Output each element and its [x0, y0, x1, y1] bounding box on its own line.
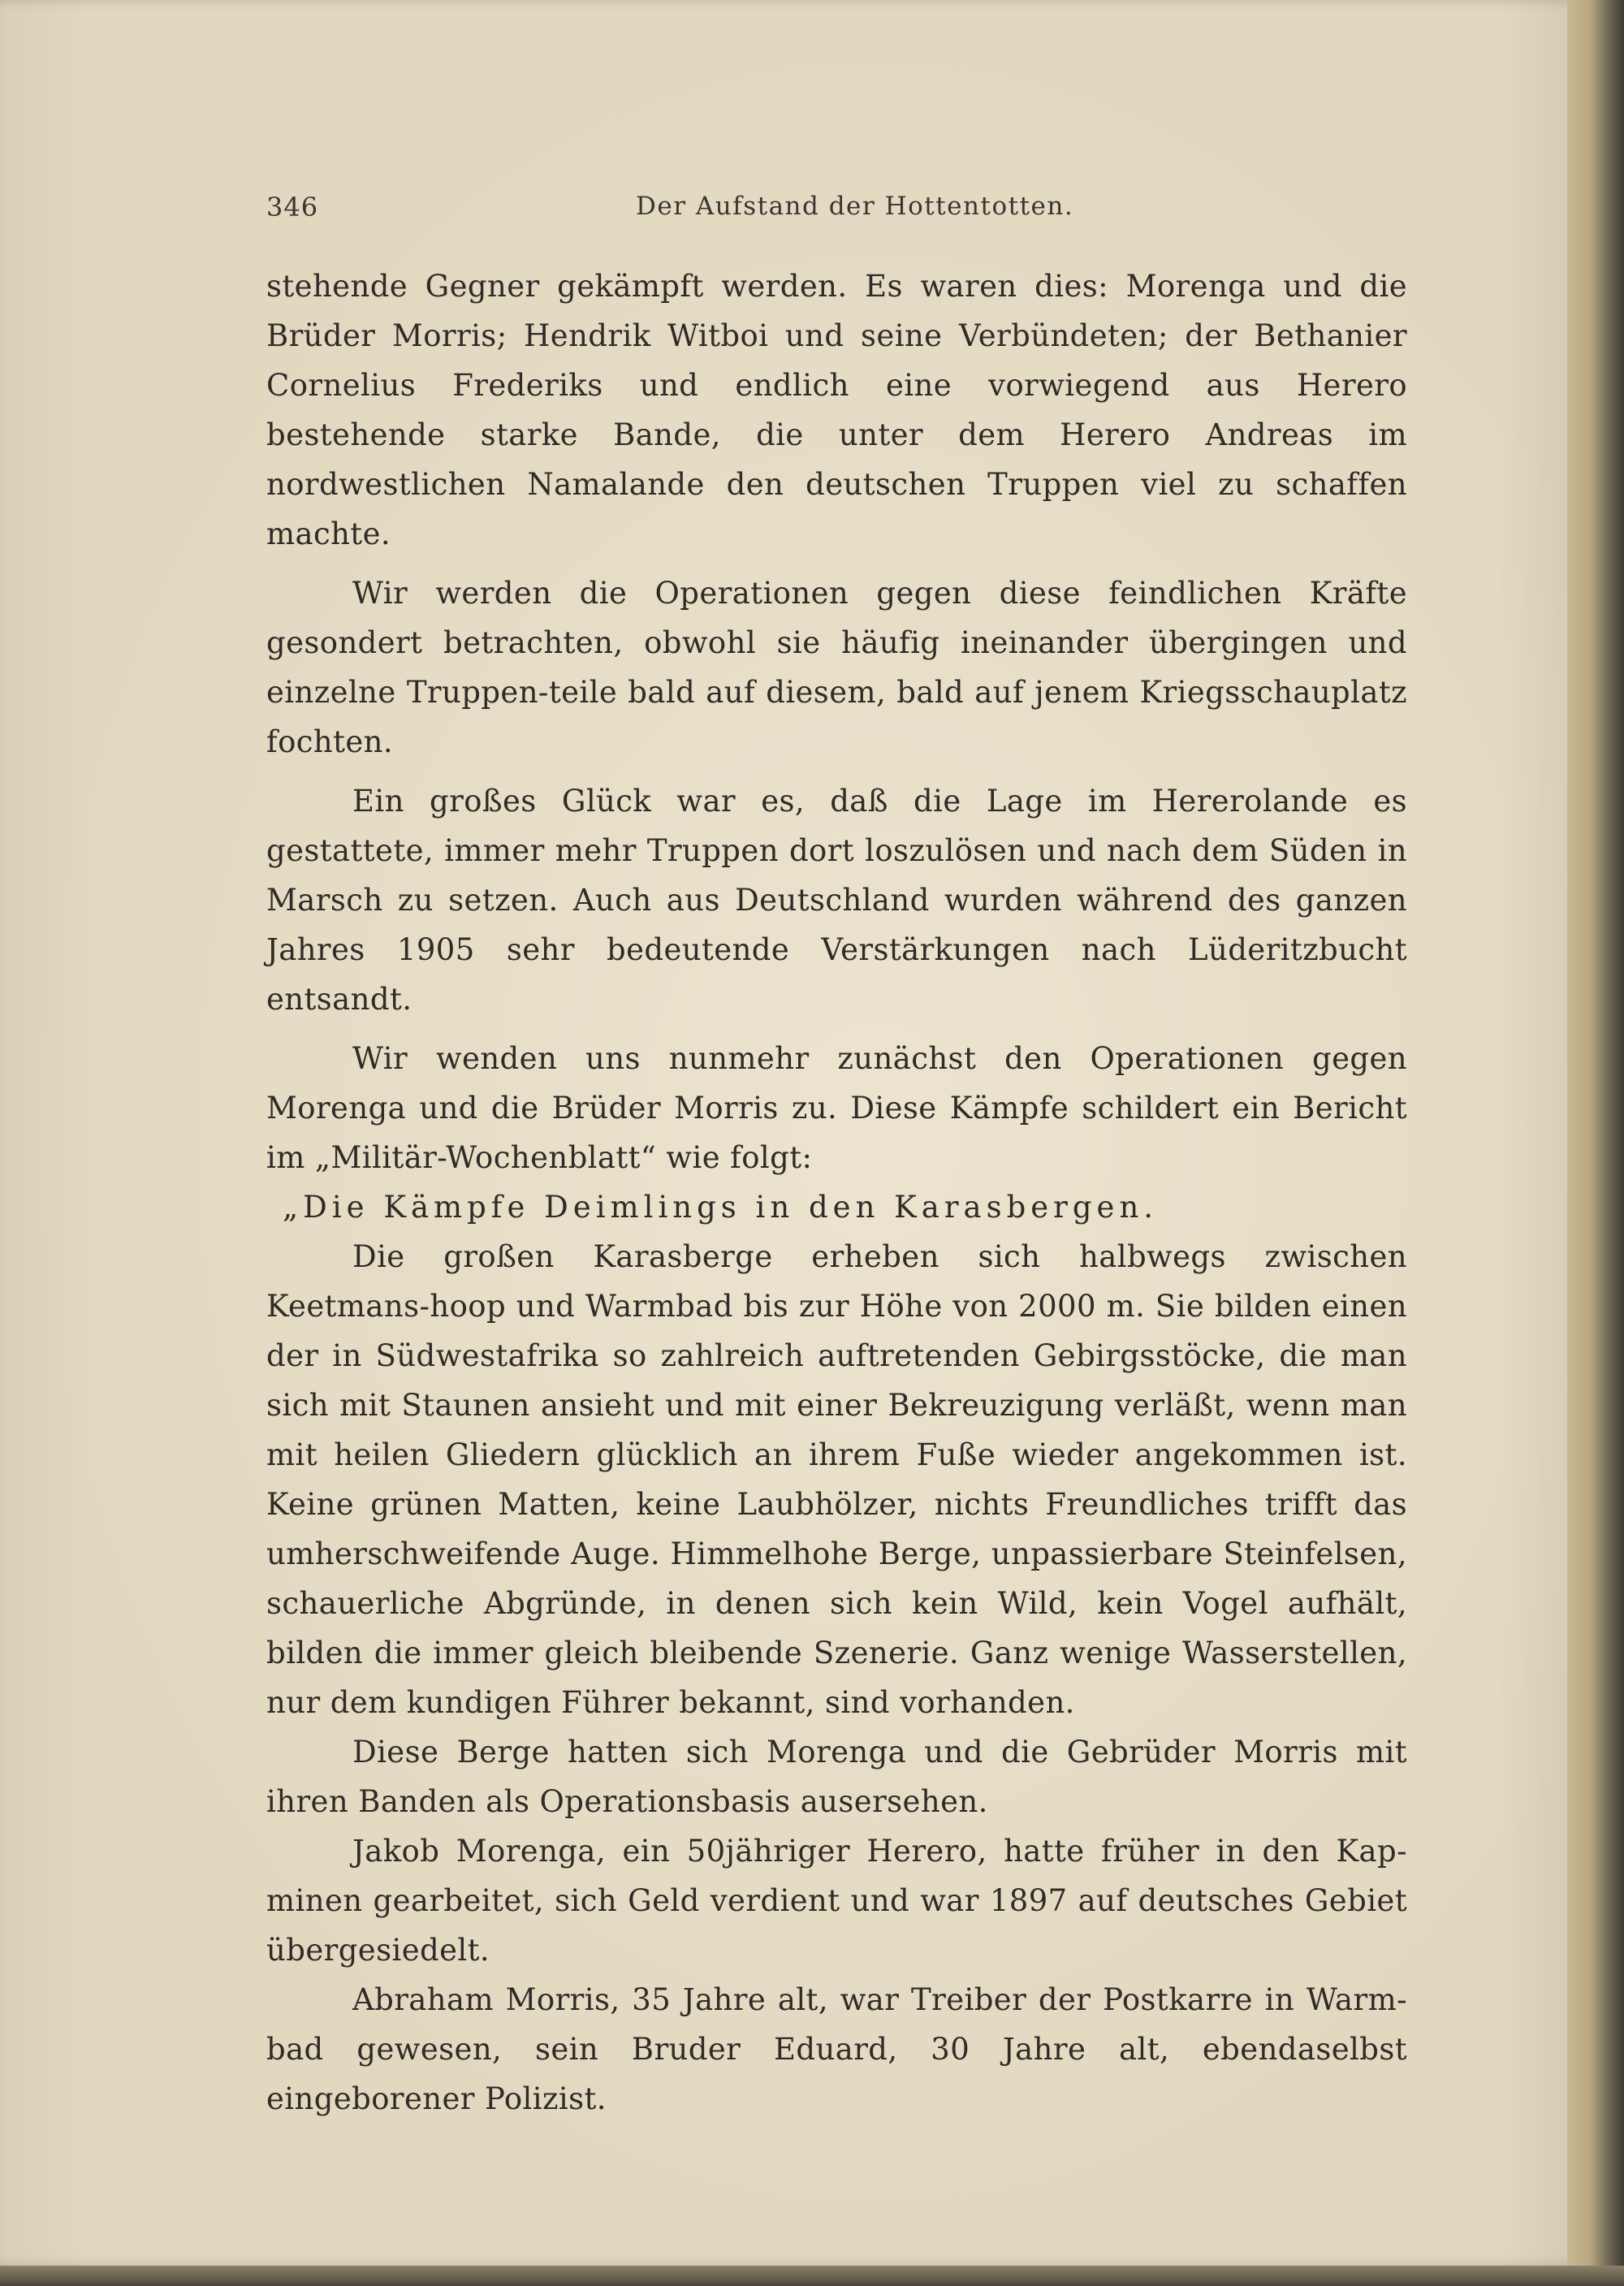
paragraph: stehende Gegner gekämpft werden. Es waren dies: Morenga und die Brüder Morris; Hendrik Witboi und seine Verbündeten; der Bethanier Cornelius Frederiks und endlich eine vorwiegend aus Herero bestehende starke Bande, die unter dem Herero Andreas im nordwestlichen Namalande den deutschen Truppen viel zu schaffen machte.	[266, 269, 1407, 551]
running-head: Der Aufstand der Hottentotten.	[636, 192, 1074, 221]
paragraph: Diese Berge hatten sich Morenga und die Gebrüder Morris mit ihren Banden als Operationsbasis ausersehen.	[266, 1735, 1407, 1819]
page-header	[266, 192, 1403, 232]
section-heading: „Die Kämpfe Deimlings in den Karasbergen.	[283, 1190, 1159, 1225]
paragraph: Wir wenden uns nunmehr zunächst den Operationen gegen Morenga und die Brüder Morris zu. Diese Kämpfe schildert ein Bericht im „Militär-Wochenblatt“ wie folgt:	[266, 1041, 1407, 1175]
page-bottom-edge	[0, 2266, 1624, 2286]
paragraph: Jakob Morenga, ein 50jähriger Herero, hatte früher in den Kap-minen gearbeitet, sich Geld verdient und war 1897 auf deutsches Gebiet übergesiedelt.	[266, 1834, 1407, 1968]
paragraph: Abraham Morris, 35 Jahre alt, war Treiber der Postkarre in Warm-bad gewesen, sein Bruder Eduard, 30 Jahre alt, ebendaselbst eingeborener Polizist.	[266, 1982, 1407, 2116]
book-spine	[1567, 0, 1624, 2286]
paragraph: Ein großes Glück war es, daß die Lage im Hererolande es gestattete, immer mehr Truppen dort loszulösen und nach dem Süden in Marsch zu setzen. Auch aus Deutschland wurden während des ganzen Jahres 1905 sehr bedeutende Verstärkungen nach Lüderitzbucht entsandt.	[266, 784, 1407, 1017]
paragraph: Die großen Karasberge erheben sich halbwegs zwischen Keetmans-hoop und Warmbad bis zur Höhe von 2000 m. Sie bilden einen der in Südwestafrika so zahlreich auftretenden Gebirgsstöcke, die man sich mit Staunen ansieht und mit einer Bekreuzigung verläßt, wenn man mit heilen Gliedern glücklich an ihrem Fuße wieder angekommen ist. Keine grünen Matten, keine Laubhölzer, nichts Freundliches trifft das umherschweifende Auge. Himmelhohe Berge, unpassierbare Steinfelsen, schauerliche Abgründe, in denen sich kein Wild, kein Vogel aufhält, bilden die immer gleich bleibende Szenerie. Ganz wenige Wasserstellen, nur dem kundigen Führer bekannt, sind vorhanden.	[266, 1239, 1407, 1720]
paragraph: Wir werden die Operationen gegen diese feindlichen Kräfte gesondert betrachten, obwohl sie häufig ineinander übergingen und einzelne Truppen-teile bald auf diesem, bald auf jenem Kriegsschauplatz fochten.	[266, 576, 1407, 759]
page-number: 346	[266, 192, 319, 223]
body-text	[266, 261, 1407, 2124]
